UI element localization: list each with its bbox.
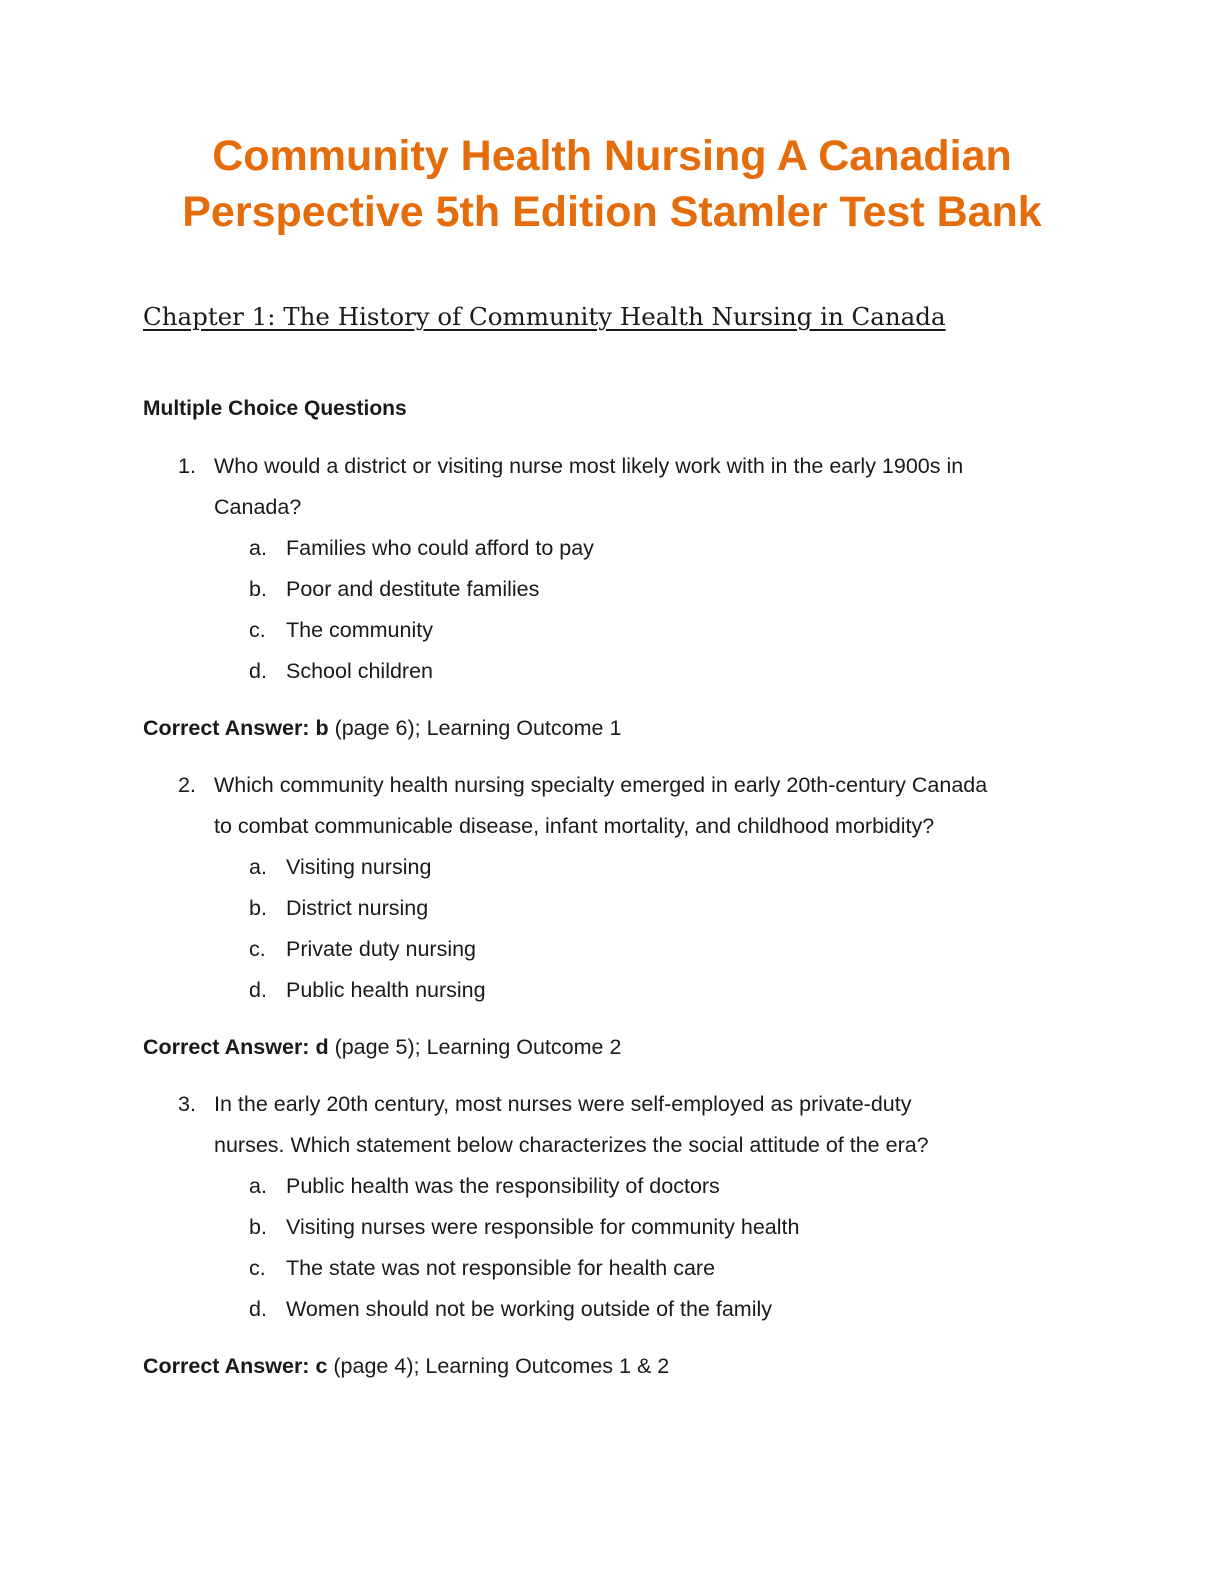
option-text: Families who could afford to pay xyxy=(286,536,594,560)
question-text-line: to combat communicable disease, infant mortality, and childhood morbidity? xyxy=(214,814,935,838)
option-letter: c. xyxy=(249,618,266,642)
chapter-heading: Chapter 1: The History of Community Health Nursing in Canada xyxy=(143,302,946,331)
option-d xyxy=(0,1289,1224,1330)
option-text: Women should not be working outside of the family xyxy=(286,1297,773,1321)
option-letter: d. xyxy=(249,659,267,683)
option-text: The community xyxy=(286,618,433,642)
option-letter: a. xyxy=(249,536,267,560)
option-text: Poor and destitute families xyxy=(286,577,540,601)
question-text-line: Which community health nursing specialty emerged in early 20th-century Canada xyxy=(214,773,988,797)
question-text-line: Who would a district or visiting nurse most likely work with in the early 1900s in xyxy=(214,454,964,478)
question-text xyxy=(214,765,1094,847)
option-text: The state was not responsible for health care xyxy=(286,1256,716,1280)
option-list xyxy=(0,528,1224,692)
correct-answer-1 xyxy=(143,713,621,743)
option-text: District nursing xyxy=(286,896,429,920)
question-number: 2. xyxy=(178,773,196,797)
answer-key: b xyxy=(315,716,329,740)
answer-label: Correct Answer: xyxy=(143,1035,310,1059)
answer-key: d xyxy=(315,1035,329,1059)
option-text: Visiting nursing xyxy=(286,855,432,879)
question-number: 1. xyxy=(178,454,196,478)
option-text: Public health was the responsibility of doctors xyxy=(286,1174,720,1198)
document-title xyxy=(0,128,1224,240)
option-letter: a. xyxy=(249,1174,267,1198)
question-text-line: Canada? xyxy=(214,495,302,519)
option-c xyxy=(0,929,1224,970)
option-b xyxy=(0,888,1224,929)
option-letter: c. xyxy=(249,937,266,961)
correct-answer-3 xyxy=(143,1351,669,1381)
section-heading: Multiple Choice Questions xyxy=(143,397,407,420)
question-text xyxy=(214,446,1094,528)
option-letter: d. xyxy=(249,978,267,1002)
option-d xyxy=(0,651,1224,692)
answer-detail: (page 5); Learning Outcome 2 xyxy=(328,1035,622,1059)
option-text: Visiting nurses were responsible for community health xyxy=(286,1215,800,1239)
correct-answer-2 xyxy=(143,1032,621,1062)
option-letter: b. xyxy=(249,1215,267,1239)
option-list xyxy=(0,847,1224,1011)
option-c xyxy=(0,610,1224,651)
option-list xyxy=(0,1166,1224,1330)
option-text: Public health nursing xyxy=(286,978,486,1002)
option-a xyxy=(0,528,1224,569)
answer-key: c xyxy=(315,1354,328,1378)
option-b xyxy=(0,1207,1224,1248)
question-text xyxy=(214,1084,1094,1166)
option-d xyxy=(0,970,1224,1011)
answer-detail: (page 4); Learning Outcomes 1 & 2 xyxy=(327,1354,670,1378)
title-line-2: Perspective 5th Edition Stamler Test Bank xyxy=(182,188,1042,236)
answer-detail: (page 6); Learning Outcome 1 xyxy=(328,716,622,740)
option-letter: c. xyxy=(249,1256,266,1280)
option-text: Private duty nursing xyxy=(286,937,477,961)
answer-label: Correct Answer: xyxy=(143,716,310,740)
option-a xyxy=(0,1166,1224,1207)
question-text-line: In the early 20th century, most nurses were self-employed as private-duty xyxy=(214,1092,912,1116)
answer-label: Correct Answer: xyxy=(143,1354,310,1378)
question-number: 3. xyxy=(178,1092,196,1116)
option-text: School children xyxy=(286,659,434,683)
option-a xyxy=(0,847,1224,888)
title-line-1: Community Health Nursing A Canadian xyxy=(212,132,1012,180)
option-b xyxy=(0,569,1224,610)
option-letter: a. xyxy=(249,855,267,879)
option-letter: b. xyxy=(249,896,267,920)
question-text-line: nurses. Which statement below characterizes the social attitude of the era? xyxy=(214,1133,929,1157)
option-letter: d. xyxy=(249,1297,267,1321)
option-letter: b. xyxy=(249,577,267,601)
option-c xyxy=(0,1248,1224,1289)
